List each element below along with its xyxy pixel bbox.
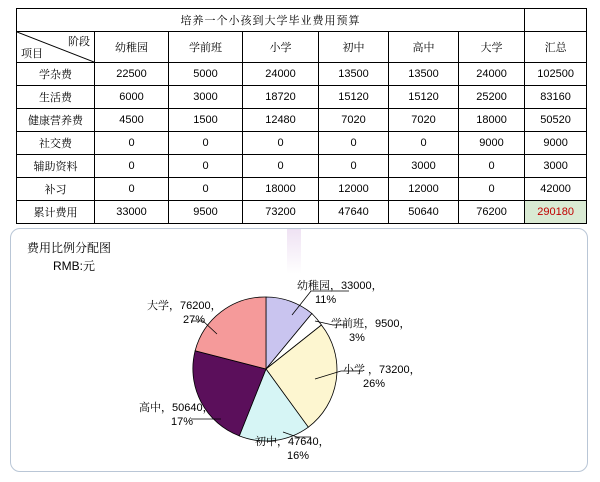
cell-materials-total: 3000 <box>525 155 587 178</box>
pie-label-senior-line2: 17% <box>171 416 194 428</box>
cell-nutrition-total: 50520 <box>525 109 587 132</box>
col-header-senior: 高中 <box>389 32 459 63</box>
cell-social-junior: 0 <box>319 132 389 155</box>
corner-header-cell <box>17 32 95 63</box>
row-header-cumulative: 累计费用 <box>17 201 95 224</box>
title-blank-cell <box>525 9 587 32</box>
cell-cumulative-kindergarten: 33000 <box>95 201 169 224</box>
cell-materials-senior: 3000 <box>389 155 459 178</box>
cell-materials-university: 0 <box>459 155 525 178</box>
col-header-university: 大学 <box>459 32 525 63</box>
table-row <box>17 109 587 132</box>
col-header-junior: 初中 <box>319 32 389 63</box>
cell-tutoring-total: 42000 <box>525 178 587 201</box>
cell-materials-primary: 0 <box>243 155 319 178</box>
pie-label-primary-line2: 26% <box>363 378 386 390</box>
cell-living-preschool: 3000 <box>169 86 243 109</box>
row-header-nutrition: 健康营养费 <box>17 109 95 132</box>
budget-table-container <box>16 8 586 224</box>
cell-grand-total: 290180 <box>525 201 587 224</box>
cell-living-total: 83160 <box>525 86 587 109</box>
table-header-row <box>17 32 587 63</box>
row-header-living: 生活费 <box>17 86 95 109</box>
table-row <box>17 63 587 86</box>
cell-tutoring-senior: 12000 <box>389 178 459 201</box>
cell-tuition-total: 102500 <box>525 63 587 86</box>
cell-living-kindergarten: 6000 <box>95 86 169 109</box>
row-header-social: 社交费 <box>17 132 95 155</box>
corner-label-item: 项目 <box>21 48 43 60</box>
row-header-tutoring: 补习 <box>17 178 95 201</box>
pie-label-primary-line1: 小学 ，73200， <box>343 364 421 376</box>
cell-tutoring-university: 0 <box>459 178 525 201</box>
page-title: 培养一个小孩到大学毕业费用预算 <box>17 9 525 32</box>
table-row <box>17 178 587 201</box>
pie-label-senior-line1: 高中，50640， <box>139 402 214 414</box>
cell-tutoring-junior: 12000 <box>319 178 389 201</box>
cell-tuition-primary: 24000 <box>243 63 319 86</box>
pie-label-junior-line1: 初中，47640， <box>255 436 330 448</box>
cell-tuition-kindergarten: 22500 <box>95 63 169 86</box>
cell-social-primary: 0 <box>243 132 319 155</box>
col-header-kindergarten: 幼稚园 <box>95 32 169 63</box>
cell-nutrition-primary: 12480 <box>243 109 319 132</box>
cell-cumulative-senior: 50640 <box>389 201 459 224</box>
cell-cumulative-preschool: 9500 <box>169 201 243 224</box>
cell-cumulative-university: 76200 <box>459 201 525 224</box>
cell-living-university: 25200 <box>459 86 525 109</box>
chart-title: 费用比例分配图 <box>27 241 112 255</box>
col-header-total: 汇总 <box>525 32 587 63</box>
row-header-materials: 辅助资料 <box>17 155 95 178</box>
cell-living-primary: 18720 <box>243 86 319 109</box>
cell-tuition-university: 24000 <box>459 63 525 86</box>
cell-nutrition-preschool: 1500 <box>169 109 243 132</box>
cell-social-senior: 0 <box>389 132 459 155</box>
table-title-row <box>17 9 587 32</box>
cell-nutrition-university: 18000 <box>459 109 525 132</box>
pie-label-kindergarten-line1: 幼稚园，33000， <box>297 280 383 292</box>
cell-tuition-senior: 13500 <box>389 63 459 86</box>
cell-social-preschool: 0 <box>169 132 243 155</box>
pie-label-preschool-line1: 学前班，9500， <box>331 318 411 330</box>
corner-label-stage: 阶段 <box>68 36 90 48</box>
pie-label-preschool-line2: 3% <box>349 332 365 344</box>
cell-social-total: 9000 <box>525 132 587 155</box>
col-header-preschool: 学前班 <box>169 32 243 63</box>
table-row <box>17 155 587 178</box>
cell-tutoring-kindergarten: 0 <box>95 178 169 201</box>
table-row <box>17 132 587 155</box>
cell-living-senior: 15120 <box>389 86 459 109</box>
cell-tutoring-preschool: 0 <box>169 178 243 201</box>
pie-label-university-line2: 27% <box>183 314 206 326</box>
cell-nutrition-senior: 7020 <box>389 109 459 132</box>
cell-social-kindergarten: 0 <box>95 132 169 155</box>
cell-cumulative-primary: 73200 <box>243 201 319 224</box>
table-total-row <box>17 201 587 224</box>
pie-label-kindergarten-line2: 11% <box>315 294 337 306</box>
chart-subtitle: RMB:元 <box>53 259 96 273</box>
cell-living-junior: 15120 <box>319 86 389 109</box>
cell-nutrition-junior: 7020 <box>319 109 389 132</box>
pie-label-junior-line2: 16% <box>287 450 310 462</box>
cell-tuition-preschool: 5000 <box>169 63 243 86</box>
cell-materials-kindergarten: 0 <box>95 155 169 178</box>
chart-panel <box>10 228 588 472</box>
pie-chart <box>11 229 589 473</box>
col-header-primary: 小学 <box>243 32 319 63</box>
cell-tuition-junior: 13500 <box>319 63 389 86</box>
table-row <box>17 86 587 109</box>
cell-nutrition-kindergarten: 4500 <box>95 109 169 132</box>
cell-materials-junior: 0 <box>319 155 389 178</box>
row-header-tuition: 学杂费 <box>17 63 95 86</box>
cell-cumulative-junior: 47640 <box>319 201 389 224</box>
budget-table <box>16 8 587 224</box>
cell-tutoring-primary: 18000 <box>243 178 319 201</box>
pie-label-university-line1: 大学，76200， <box>147 300 222 312</box>
cell-materials-preschool: 0 <box>169 155 243 178</box>
cell-social-university: 9000 <box>459 132 525 155</box>
